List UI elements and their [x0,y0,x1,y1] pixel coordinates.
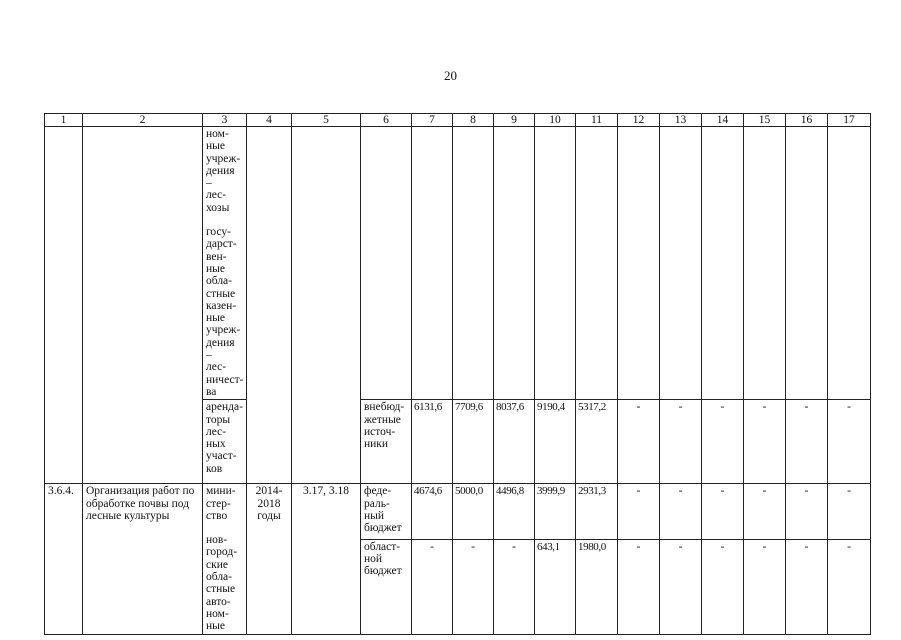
empty-cell [535,127,576,400]
value-cell: 9190,4 [535,400,576,484]
empty-cell [494,127,535,400]
value-cell: - [618,484,660,540]
column-number-row [45,114,871,127]
col-header: 2 [83,114,203,127]
empty-cell [576,127,618,400]
value-cell: - [744,400,786,484]
value-cell: - [660,539,702,634]
empty-cell [618,127,660,400]
col-header: 4 [247,114,292,127]
executor-cell: аренда- торы лес- ных участ- ков [203,400,247,484]
executor-text: нов- город- ские обла- стные авто- ном- ные [206,534,238,633]
item-name: Организация работ по обработке почвы под лесные культуры [83,484,203,634]
col-header: 11 [576,114,618,127]
table-row [45,484,871,540]
value-cell: - [412,539,453,634]
value-cell: 6131,6 [412,400,453,484]
empty-cell [412,127,453,400]
value-cell: 8037,6 [494,400,535,484]
value-cell: - [618,539,660,634]
value-cell: 1980,0 [576,539,618,634]
empty-cell [702,127,744,400]
col-header: 16 [786,114,828,127]
value-cell: 2931,3 [576,484,618,540]
empty-cell [660,127,702,400]
col-header: 10 [535,114,576,127]
empty-cell [828,127,871,400]
value-cell: 5000,0 [453,484,494,540]
value-cell: 7709,6 [453,400,494,484]
executor-cell [203,484,247,634]
value-cell: - [660,400,702,484]
value-cell: 4496,8 [494,484,535,540]
value-cell: - [660,484,702,540]
value-cell: 5317,2 [576,400,618,484]
col-header: 7 [412,114,453,127]
executor-cell [203,127,247,400]
empty-cell [361,127,412,400]
empty-cell [786,127,828,400]
empty-cell [292,127,361,484]
value-cell: - [744,484,786,540]
value-cell: - [828,400,871,484]
col-header: 8 [453,114,494,127]
col-header: 17 [828,114,871,127]
funding-source: област- ной бюджет [361,539,412,634]
value-cell: 643,1 [535,539,576,634]
years-cell: 2014- 2018 годы [247,484,292,634]
value-cell: - [618,400,660,484]
empty-cell [83,127,203,484]
col-header: 14 [702,114,744,127]
funding-source: внебюд- жетные источ- ники [361,400,412,484]
value-cell: - [744,539,786,634]
funding-source: феде- раль- ный бюджет [361,484,412,540]
col-header: 1 [45,114,83,127]
col-header: 5 [292,114,361,127]
col-header: 9 [494,114,535,127]
page-number: 20 [444,68,457,83]
col-header: 3 [203,114,247,127]
empty-cell [247,127,292,484]
value-cell: - [702,539,744,634]
value-cell: - [828,484,871,540]
col-header: 13 [660,114,702,127]
value-cell: - [702,484,744,540]
value-cell: 3999,9 [535,484,576,540]
col-header: 15 [744,114,786,127]
value-cell: 4674,6 [412,484,453,540]
executor-text: мини- стер- ство [206,485,236,522]
value-cell: - [786,484,828,540]
col-header: 12 [618,114,660,127]
value-cell: - [786,400,828,484]
value-cell: - [494,539,535,634]
empty-cell [744,127,786,400]
program-table [44,113,871,635]
table-row [45,127,871,400]
indicators-cell: 3.17, 3.18 [292,484,361,634]
empty-cell [45,127,83,484]
executor-text: ном- ные учреж- дения – лес- хозы [206,128,241,214]
col-header: 6 [361,114,412,127]
value-cell: - [828,539,871,634]
executor-text: госу- дарст- вен- ные обла- стные казен- ные учреж- дения – лес- ничест- ва [206,226,244,398]
value-cell: - [453,539,494,634]
empty-cell [453,127,494,400]
item-number: 3.6.4. [45,484,83,634]
value-cell: - [786,539,828,634]
value-cell: - [702,400,744,484]
